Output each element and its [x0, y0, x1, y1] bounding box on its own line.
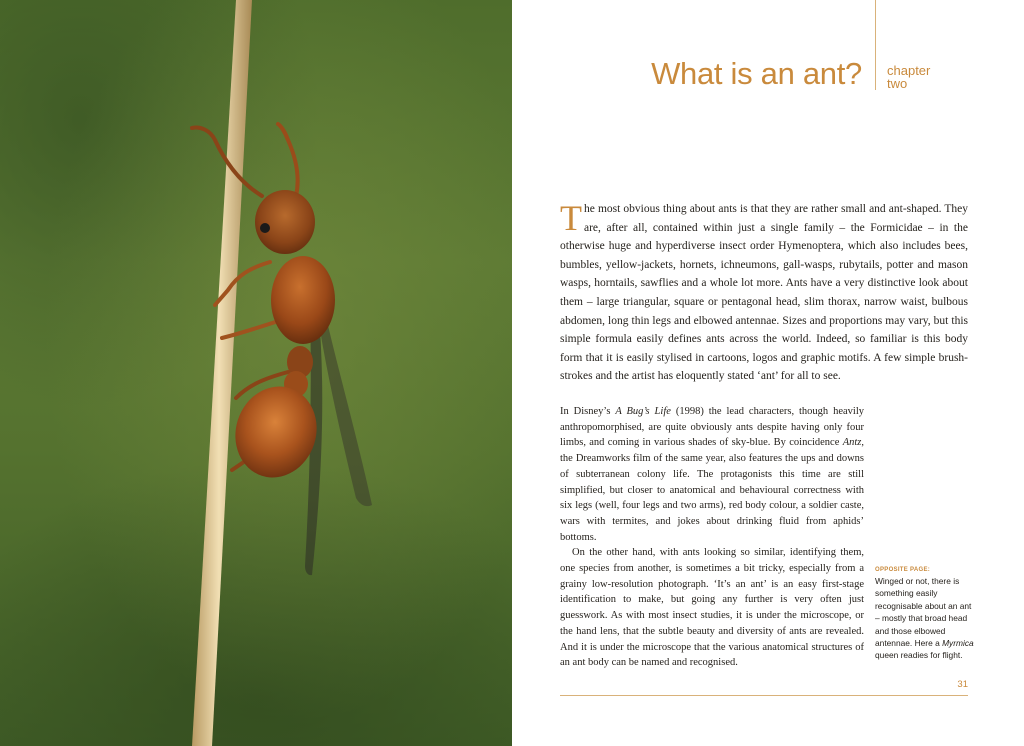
body-paragraph-1 — [560, 404, 864, 545]
page-number: 31 — [957, 679, 968, 690]
drop-cap: T — [560, 198, 582, 238]
caption-text-b: queen readies for flight. — [875, 650, 963, 661]
caption-label: OPPOSITE PAGE: — [875, 567, 931, 573]
caption-text-a: Winged or not, there is something easily recognisable about an ant – mostly that broad head and those elbowed antennae. Here a — [875, 576, 972, 649]
caption-genus: Myrmica — [942, 638, 974, 649]
ant-eye — [260, 223, 270, 233]
ant-antenna-right — [278, 124, 298, 196]
grass-stem — [192, 0, 252, 746]
body-column — [560, 404, 864, 671]
film-title-a-bugs-life: A Bug’s Life — [615, 406, 671, 417]
right-page — [512, 0, 1024, 746]
ant-head — [255, 190, 315, 254]
intro-paragraph — [560, 200, 968, 386]
body-p1-text-c: , the Dreamworks film of the same year, also features the ups and downs of subterranean colony life. The protagonists this time are still simplified, but closer to anatomical and behavioural correctness with six legs (well, four legs and two arms), red body colour, a soldier caste, wars with termites, and jokes about drinking fluid from aphids’ bottoms. — [560, 437, 864, 543]
chapter-word: chapter — [887, 63, 931, 78]
page-title: What is an ant? — [651, 56, 862, 91]
ant-thorax — [271, 256, 335, 344]
chapter-number: two — [887, 76, 908, 91]
chapter-label — [887, 64, 930, 90]
photo-caption — [875, 566, 975, 662]
intro-text: he most obvious thing about ants is that they are rather small and ant-shaped. They are, after all, contained within just a single family – the Formicidae – in the otherwise huge and hyperdiverse insect order Hymenoptera, which also includes bees, bumbles, yellow-jackets, hornets, ichneumons, gall-wasps, rubytails, potter and mason wasps, horntails, sawflies and a whole lot more. Ants have a very distinctive look about them – large triangular, square or pentagonal head, slim thorax, narrow waist, bulbous abdomen, long thin legs and elbowed antennae. Sizes and proportions may vary, but this simple formula easily defines ants across the world. Indeed, so familiar is this body form that it is easily stylised in cartoons, logos and graphic motifs. A few simple brush-strokes and the artist has eloquently stated ‘ant’ for all to see. — [560, 203, 968, 383]
header-rule — [875, 0, 876, 90]
body-p1-text-b: (1998) the lead characters, though heavily anthropomorphised, are quite obviously ants despite having only four limbs, and coming in various shades of sky-blue. By coincidence — [560, 406, 865, 449]
body-p1-text-a: In Disney’s — [560, 406, 616, 417]
body-paragraph-2: On the other hand, with ants looking so similar, identifying them, one species from another, is sometimes a bit tricky, especially from a grainy low-resolution photograph. ‘It’s an ant’ is an easy first-stage identification to make, but going any further is very often just guesswork. As with most insect studies, it is under the microscope, or the hand lens, that the subtle beauty and diversity of ants are revealed. And it is under the microscope that the various anatomical structures of an ant body can be named and recognised. — [560, 547, 864, 669]
film-title-antz: Antz — [842, 437, 862, 449]
footer-rule — [560, 695, 968, 696]
